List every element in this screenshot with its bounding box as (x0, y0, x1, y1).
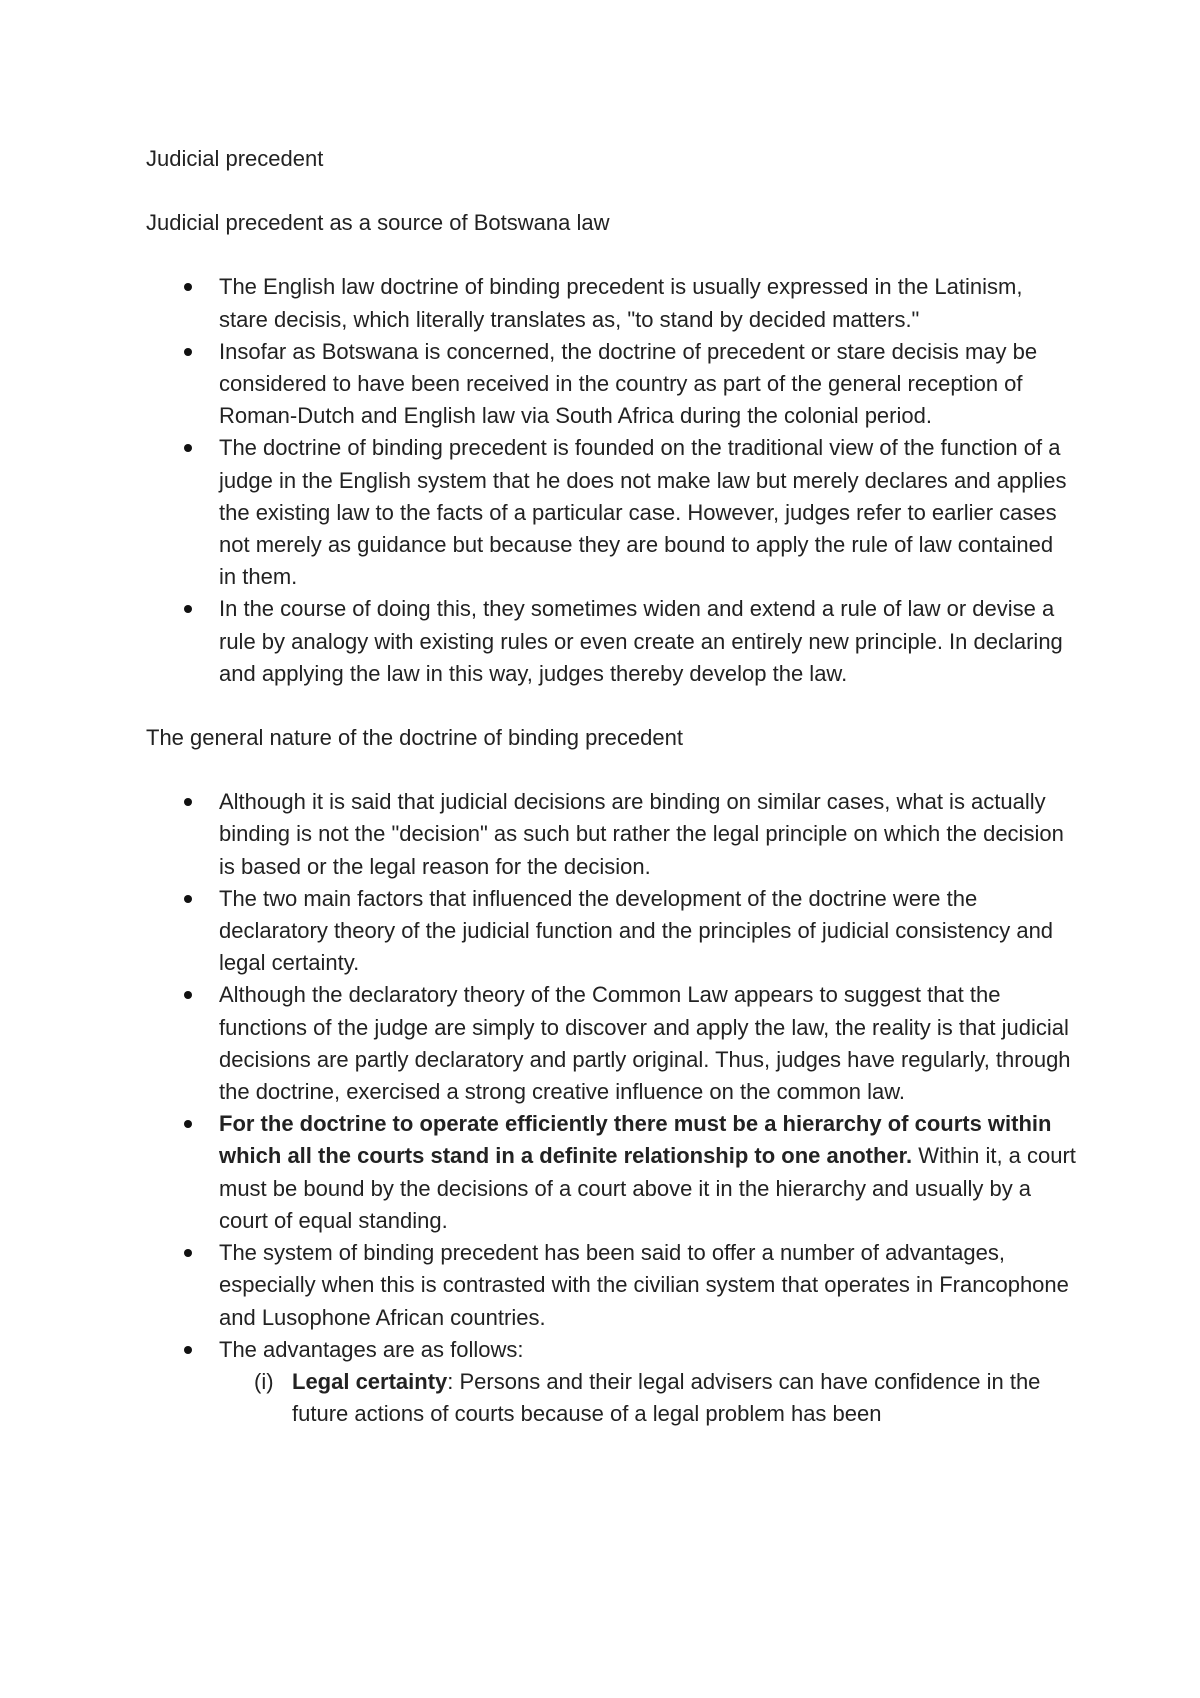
bullet-list-general-nature (146, 786, 1076, 1430)
advantage-description: : Persons and their legal advisers can have confidence in the future actions of courts because of a legal problem has been (292, 1368, 1041, 1427)
section-heading-general-nature: The general nature of the doctrine of binding precedent (146, 725, 683, 751)
advantage-item (219, 1366, 1076, 1430)
list-item: The system of binding precedent has been said to offer a number of advantages, especially when this is contrasted with the civilian system that operates in Francophone and Lusophone African countries. (146, 1237, 1076, 1334)
bullet-list-source-of-law (146, 271, 1076, 690)
list-item-advantages (146, 1334, 1076, 1431)
document-body (146, 143, 1076, 1462)
document-title: Judicial precedent (146, 146, 324, 171)
list-item: The English law doctrine of binding precedent is usually expressed in the Latinism, stare decisis, which literally translates as, "to stand by decided matters." (146, 271, 1076, 335)
advantage-marker: (i) (254, 1368, 274, 1394)
list-item: The two main factors that influenced the development of the doctrine were the declaratory theory of the judicial function and the principles of judicial consistency and legal certainty. (146, 883, 1076, 980)
list-item: Insofar as Botswana is concerned, the doctrine of precedent or stare decisis may be considered to have been received in the country as part of the general reception of Roman-Dutch and English law via South Africa during the colonial period. (146, 336, 1076, 433)
list-item: Although it is said that judicial decisions are binding on similar cases, what is actually binding is not the "decision" as such but rather the legal principle on which the decision is based or the legal reason for the decision. (146, 786, 1076, 883)
advantage-term: Legal certainty (292, 1368, 448, 1394)
advantages-list (219, 1366, 1076, 1430)
list-item-hierarchy (146, 1108, 1076, 1237)
list-item: The doctrine of binding precedent is founded on the traditional view of the function of a judge in the English system that he does not make law but merely declares and applies the existing law to the facts of a particular case. However, judges refer to earlier cases not merely as guidance but because they are bound to apply the rule of law contained in them. (146, 432, 1076, 593)
section-heading-source-of-law: Judicial precedent as a source of Botswana law (146, 210, 610, 236)
list-item: In the course of doing this, they sometimes widen and extend a rule of law or devise a rule by analogy with existing rules or even create an entirely new principle. In declaring and applying the law in this way, judges thereby develop the law. (146, 593, 1076, 690)
advantages-intro-text: The advantages are as follows: (219, 1336, 524, 1362)
hierarchy-emphasis-text: For the doctrine to operate efficiently there must be a hierarchy of courts within which all the courts stand in a definite relationship to one another. (219, 1111, 1052, 1169)
list-item: Although the declaratory theory of the Common Law appears to suggest that the functions of the judge are simply to discover and apply the law, the reality is that judicial decisions are partly declaratory and partly original. Thus, judges have regularly, through the doctrine, exercised a strong creative influence on the common law. (146, 979, 1076, 1108)
hierarchy-body-text: Within it, a court must be bound by the decisions of a court above it in the hierarchy and usually by a court of equal standing. (219, 1143, 1076, 1233)
